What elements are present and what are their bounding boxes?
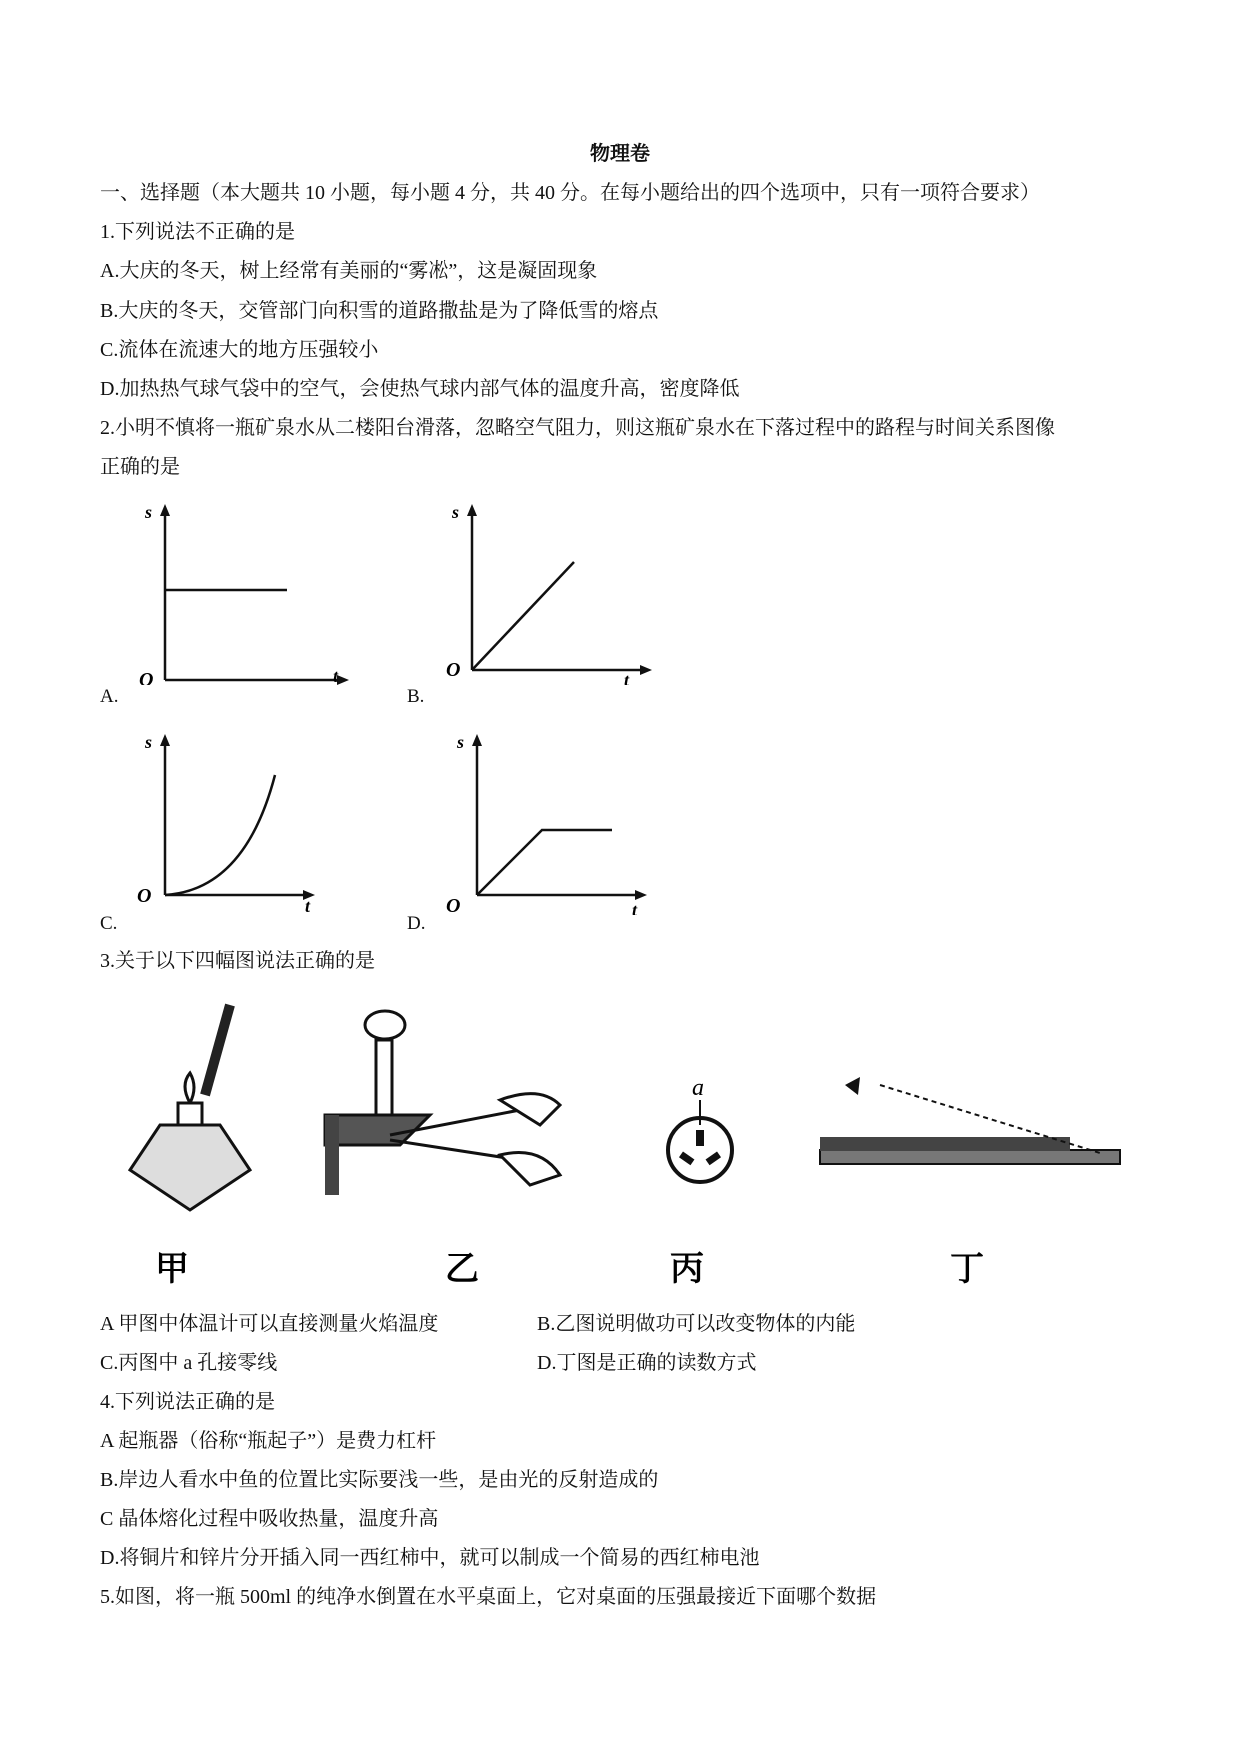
axis-t: t: [624, 670, 630, 685]
q3-option-a: A 甲图中体温计可以直接测量火焰温度: [100, 1313, 439, 1335]
axis-t: t: [333, 666, 339, 685]
axis-s: s: [145, 732, 153, 752]
section-heading: 一、选择题（本大题共 10 小题，每小题 4 分，共 40 分。在每小题给出的四个选项中，只有一项符合要求）: [100, 182, 1040, 204]
graph-b: [432, 500, 662, 685]
q4-stem: 4.下列说法正确的是: [100, 1391, 275, 1413]
graph-d: [432, 730, 662, 915]
fig-label-bing: 丙: [670, 1251, 704, 1288]
q4-option-d: D.将铜片和锌片分开插入同一西红柿中，就可以制成一个简易的西红柿电池: [100, 1547, 760, 1569]
q1-option-b: B.大庆的冬天，交管部门向积雪的道路撒盐是为了降低雪的熔点: [100, 300, 659, 322]
fig-label-ding: 丁: [950, 1251, 984, 1288]
q5-stem: 5.如图，将一瓶 500ml 的纯净水倒置在水平桌面上，它对桌面的压强最接近下面哪个数据: [100, 1586, 877, 1608]
q1-option-a: A.大庆的冬天，树上经常有美丽的“雾凇”，这是凝固现象: [100, 260, 598, 282]
graph-line: [165, 775, 275, 895]
ruler-reading: [820, 1077, 1120, 1288]
origin: O: [139, 669, 154, 685]
graph-line: [472, 562, 574, 670]
graph-label-d: D.: [407, 913, 426, 934]
fig-label-jia: 甲: [155, 1251, 189, 1288]
q1-option-c: C.流体在流速大的地方压强较小: [100, 339, 379, 361]
graph-label-a: A.: [100, 686, 119, 707]
graph-label-c: C.: [100, 913, 118, 934]
axis-s: s: [452, 502, 460, 522]
q3-stem: 3.关于以下四幅图说法正确的是: [100, 950, 375, 972]
q3-figures: [100, 985, 1140, 1295]
q4-option-a: A 起瓶器（俗称“瓶起子”）是费力杠杆: [100, 1430, 437, 1452]
q2-stem: 2.小明不慎将一瓶矿泉水从二楼阳台滑落，忽略空气阻力，则这瓶矿泉水在下落过程中的路程与时间关系图像: [100, 417, 1055, 439]
graph-line: [477, 830, 612, 895]
graph-label-b: B.: [407, 686, 425, 707]
socket-label-a: a: [692, 1075, 704, 1101]
q3-option-d: D.丁图是正确的读数方式: [537, 1352, 757, 1374]
axis-s: s: [457, 732, 465, 752]
friction-tube-apparatus: [325, 1011, 560, 1288]
axis-t: t: [305, 896, 311, 915]
origin: O: [137, 885, 152, 907]
graph-a: [125, 500, 355, 685]
q4-option-c: C 晶体熔化过程中吸收热量，温度升高: [100, 1508, 439, 1530]
socket: [668, 1075, 732, 1288]
origin: O: [446, 659, 461, 681]
q1-stem: 1.下列说法不正确的是: [100, 221, 295, 243]
q4-option-b: B.岸边人看水中鱼的位置比实际要浅一些，是由光的反射造成的: [100, 1469, 659, 1491]
axis-t: t: [632, 900, 638, 915]
fig-label-yi: 乙: [445, 1251, 479, 1288]
origin: O: [446, 895, 461, 915]
q3-option-c: C.丙图中 a 孔接零线: [100, 1352, 278, 1374]
graph-c: [125, 730, 355, 915]
q3-option-b: B.乙图说明做功可以改变物体的内能: [537, 1313, 856, 1335]
q1-option-d: D.加热热气球气袋中的空气，会使热气球内部气体的温度升高，密度降低: [100, 378, 740, 400]
page-title: 物理卷: [590, 143, 650, 165]
axis-s: s: [145, 502, 153, 522]
alcohol-lamp-thermometer: [130, 1005, 250, 1288]
q2-stem-cont: 正确的是: [100, 456, 180, 478]
